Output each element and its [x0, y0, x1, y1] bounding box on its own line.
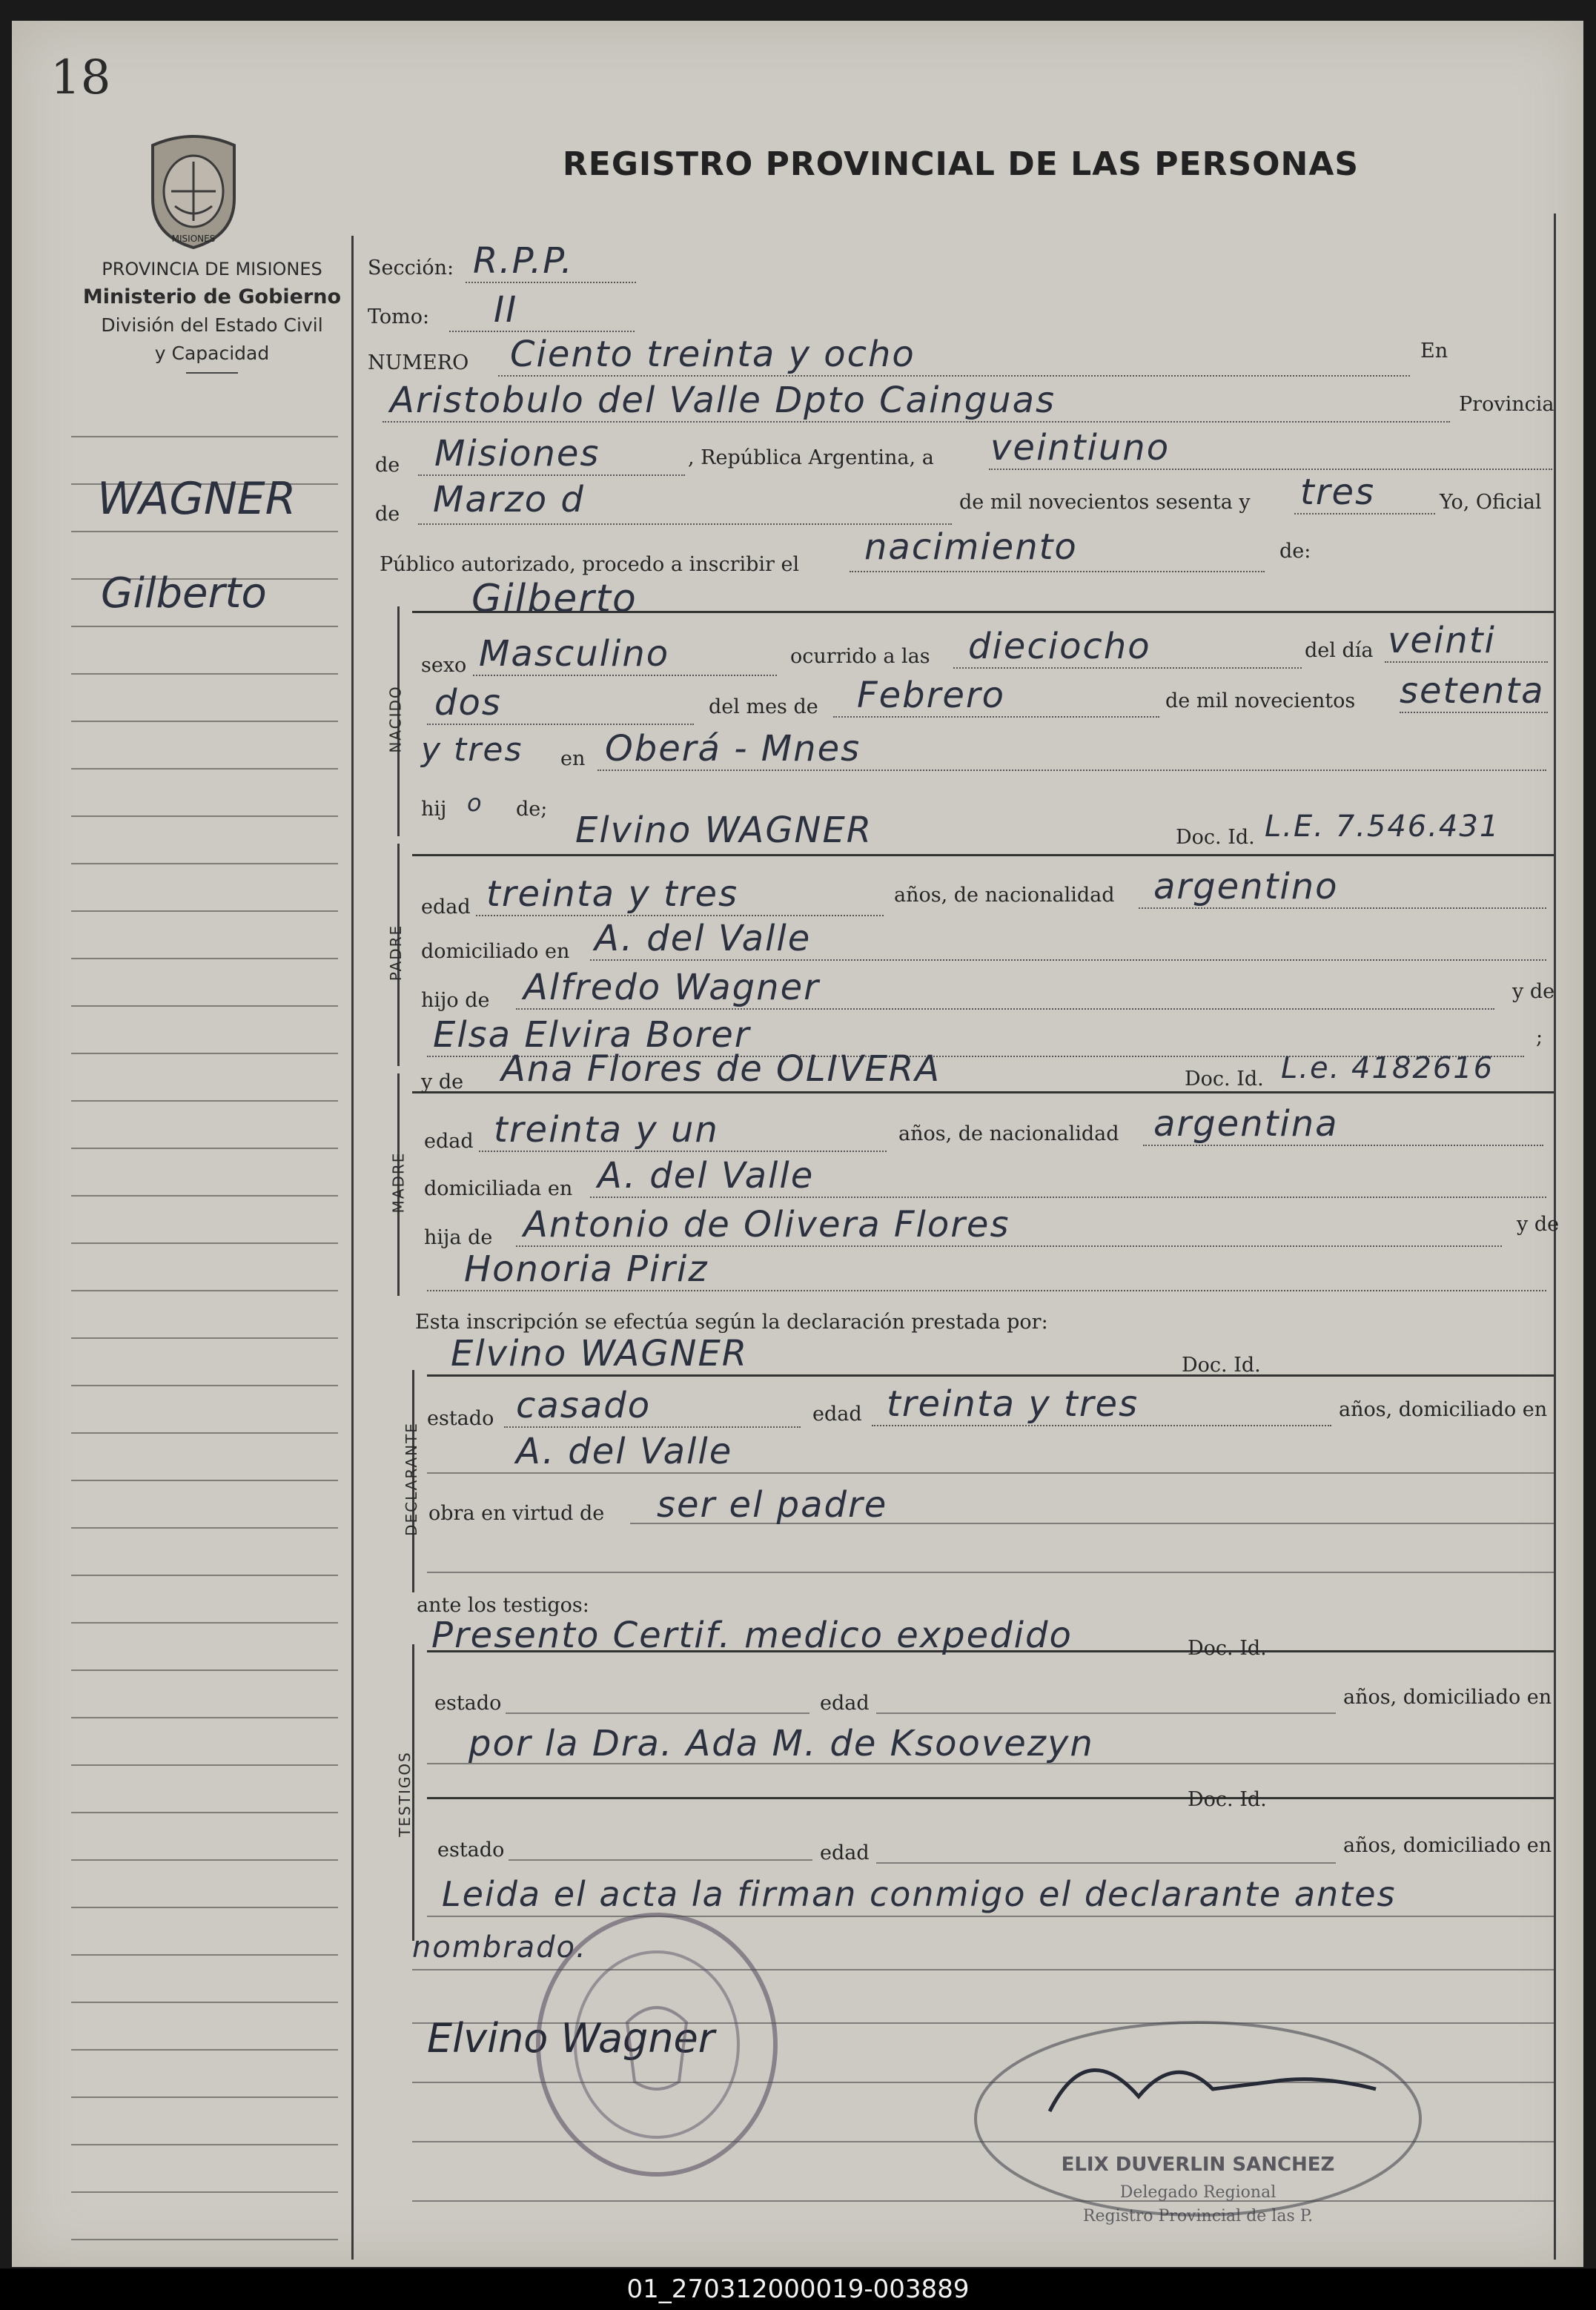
label-republica: , República Argentina, a: [688, 446, 934, 469]
testigo2-topline: [427, 1797, 1554, 1799]
dots-madre-y-de: [427, 1290, 1546, 1291]
label-ocurrido: ocurrido a las: [790, 645, 930, 668]
left-rule-line: [71, 436, 338, 437]
label-del-mes: del mes de: [709, 695, 818, 718]
left-rule-line: [71, 1100, 338, 1102]
label-madre-y-de: y de: [1517, 1213, 1560, 1236]
left-surname: WAGNER: [97, 473, 297, 525]
left-rule-line: [71, 2144, 338, 2145]
dots-padre-hijo-de: [516, 1008, 1494, 1010]
left-rule-line: [71, 1242, 338, 1244]
left-rule-line: [71, 958, 338, 959]
label-madre-nac: años, de nacionalidad: [898, 1122, 1119, 1145]
left-rule-line: [71, 1290, 338, 1291]
dots-declarante-edad: [872, 1425, 1331, 1426]
value-madre-nombre: Ana Flores de OLIVERA: [501, 1048, 941, 1090]
left-rule-line: [71, 1907, 338, 1908]
padre-topline: [412, 854, 1554, 856]
dots-madre-hija-de: [516, 1245, 1502, 1247]
ministry-line-province: PROVINCIA DE MISIONES: [102, 259, 322, 279]
label-padre-doc: Doc. Id.: [1176, 826, 1255, 849]
label-testigo2-estado: estado: [437, 1839, 505, 1861]
value-padre-nombre: Elvino WAGNER: [575, 810, 873, 851]
label-declarante-edad: edad: [812, 1403, 862, 1426]
label-en-place: en: [560, 747, 586, 770]
ministry-line-capacidad: y Capacidad: [154, 342, 270, 364]
value-padre-y-de: Elsa Elvira Borer: [433, 1014, 751, 1056]
value-declarante-estado: casado: [516, 1385, 652, 1426]
label-en: En: [1420, 340, 1448, 363]
value-madre-doc: L.e. 4182616: [1281, 1051, 1494, 1085]
label-de-colon: de:: [1279, 540, 1311, 563]
value-lugar-nac: Oberá - Mnes: [605, 728, 861, 770]
right-border: [1554, 214, 1556, 2260]
dots-dia-nac: [1385, 661, 1548, 663]
left-rule-line: [71, 2002, 338, 2003]
label-madre-doc: Doc. Id.: [1185, 1068, 1264, 1091]
dots-provincia: [418, 474, 685, 476]
document-title: REGISTRO PROVINCIAL DE LAS PERSONAS: [562, 145, 1360, 183]
value-cierre-1: Leida el acta la firman conmigo el declarante antes: [442, 1874, 1397, 1914]
value-mes-nac: Febrero: [857, 675, 1005, 716]
label-provincia: Provincia: [1459, 393, 1554, 416]
stamp-name: ELIX DUVERLIN SANCHEZ: [1061, 2154, 1335, 2176]
label-madre-edad: edad: [424, 1130, 474, 1153]
value-dia-nac-2: dos: [434, 682, 502, 724]
left-rule-line: [71, 531, 338, 532]
left-rule-line: [71, 910, 338, 912]
label-publico: Público autorizado, procedo a inscribir el: [380, 553, 800, 576]
dots-mes: [418, 523, 952, 525]
value-dia: veintiuno: [990, 427, 1170, 469]
left-rule-line: [71, 863, 338, 864]
value-padre-dom: A. del Valle: [595, 918, 812, 959]
ministry-block: [56, 255, 368, 374]
label-de: de: [375, 454, 400, 477]
value-cierre-2: nombrado.: [412, 1930, 587, 1965]
label-mil-sesenta: de mil novecientos sesenta y: [959, 491, 1251, 514]
value-mes: Marzo d: [433, 479, 585, 520]
dots-dia: [989, 469, 1552, 470]
dots-padre-edad: [476, 915, 884, 916]
left-rule-line: [71, 1053, 338, 1054]
value-provincia: Misiones: [434, 433, 600, 474]
label-semicolon: ;: [1536, 1026, 1543, 1049]
footer-id: 01_270312000019-003889: [626, 2274, 970, 2304]
left-given-name: Gilberto: [101, 569, 267, 618]
value-testigo-1: Presento Certif. medico expedido: [431, 1615, 1073, 1656]
label-madre-dom: domiciliada en: [424, 1177, 573, 1200]
value-declarante-obra: ser el padre: [657, 1484, 888, 1526]
value-declarante-nombre: Elvino WAGNER: [451, 1333, 749, 1374]
label-declarante-estado: estado: [427, 1407, 494, 1430]
dots-declarante-estado: [504, 1426, 801, 1428]
dots-sexo: [473, 675, 777, 676]
dots-madre-dom: [590, 1197, 1546, 1198]
left-rule-line: [71, 1954, 338, 1956]
label-testigo1-doc: Doc. Id.: [1188, 1637, 1267, 1660]
dots-numero: [498, 375, 1410, 377]
section-madre: MADRE: [389, 1151, 408, 1214]
value-declarante-edad: treinta y tres: [887, 1383, 1139, 1425]
left-rule-line: [71, 1812, 338, 1813]
value-madre-edad: treinta y un: [494, 1109, 719, 1151]
left-rule-line: [71, 1717, 338, 1718]
rule-declarante-dom: [427, 1472, 1554, 1474]
section-nacido: NACIDO: [386, 685, 405, 753]
section-padre: PADRE: [387, 924, 405, 982]
dots-lugar-nac: [597, 770, 1546, 771]
value-nombre: Gilberto: [471, 577, 638, 621]
label-testigo2-edad: edad: [820, 1841, 870, 1864]
value-numero: Ciento treinta y ocho: [510, 334, 915, 375]
label-padre-y-de: y de: [1512, 980, 1555, 1003]
value-declarante-dom: A. del Valle: [516, 1431, 733, 1472]
left-rule-line: [71, 1005, 338, 1007]
value-anio-nac-1: setenta: [1400, 670, 1545, 712]
left-rule-line: [71, 1859, 338, 1861]
label-obra: obra en virtud de: [428, 1502, 605, 1525]
dots-padre-nac: [1139, 907, 1546, 909]
declarant-signature: Elvino Wagner: [427, 2015, 715, 2062]
label-tomo: Tomo:: [368, 305, 430, 328]
dots-hora: [953, 667, 1302, 669]
label-testigo1-domiciliado: años, domiciliado en: [1343, 1686, 1552, 1709]
left-rule-line: [71, 1575, 338, 1576]
label-testigo2-doc: Doc. Id.: [1188, 1788, 1267, 1811]
label-padre-nac: años, de nacionalidad: [894, 884, 1115, 907]
label-testigo2-domiciliado: años, domiciliado en: [1343, 1834, 1552, 1857]
dots-madre-nac: [1143, 1145, 1543, 1146]
left-rule-line: [71, 1148, 338, 1149]
label-padre-hijo-de: hijo de: [421, 989, 490, 1012]
left-rule-line: [71, 2191, 338, 2193]
left-rule-line: [71, 1622, 338, 1624]
rule-testigo2-edad: [876, 1862, 1336, 1864]
dots-madre-edad: [479, 1151, 887, 1152]
dots-tomo: [449, 331, 635, 332]
left-rule-line: [71, 1527, 338, 1529]
dots-anio: [1294, 513, 1435, 514]
dots-mes-nac: [833, 716, 1159, 718]
label-esta-inscripcion: Esta inscripción se efectúa según la declaración prestada por:: [415, 1311, 1048, 1334]
rule-testigo1-edad: [876, 1712, 1336, 1714]
madre-topline: [412, 1091, 1554, 1093]
label-hij: hij: [421, 798, 447, 821]
dots-acto: [850, 571, 1265, 572]
register-page: [12, 21, 1583, 2267]
label-del-dia: del día: [1305, 639, 1374, 662]
left-rule-line: [71, 768, 338, 770]
left-rule-line: [71, 2096, 338, 2098]
value-padre-hijo-de: Alfredo Wagner: [523, 967, 820, 1008]
value-madre-y-de: Honoria Piriz: [464, 1248, 709, 1290]
provincial-crest-icon: [138, 132, 249, 251]
value-padre-edad: treinta y tres: [486, 873, 739, 915]
registry-round-stamp: [523, 1904, 790, 2185]
label-declarante-domiciliado: años, domiciliado en: [1339, 1398, 1548, 1421]
left-rule-line: [71, 815, 338, 817]
label-ante-testigos: ante los testigos:: [417, 1594, 589, 1617]
page-number: 18: [50, 50, 111, 105]
value-padre-doc: L.E. 7.546.431: [1265, 810, 1500, 844]
value-testigo-2: por la Dra. Ada M. de Ksoovezyn: [468, 1723, 1094, 1764]
dots-padre-dom: [590, 959, 1546, 961]
declarante-topline: [427, 1374, 1554, 1377]
value-dia-nac-1: veinti: [1388, 620, 1496, 661]
value-madre-hija-de: Antonio de Olivera Flores: [523, 1204, 1010, 1245]
label-testigo1-edad: edad: [820, 1692, 870, 1715]
dots-lugar: [383, 421, 1450, 423]
ministry-line-ministry: Ministerio de Gobierno: [82, 285, 342, 308]
stamp-office: Registro Provincial de las P.: [1082, 2207, 1314, 2225]
dots-anio-nac: [1400, 712, 1548, 713]
left-rule-line: [71, 1669, 338, 1671]
label-declarante-doc: Doc. Id.: [1182, 1354, 1261, 1377]
label-madre-y-de: y de: [421, 1070, 464, 1093]
dots-seccion: [466, 282, 636, 283]
label-de-semi: de;: [516, 798, 548, 821]
value-madre-dom: A. del Valle: [597, 1155, 815, 1197]
section-declarante: DECLARANTE: [402, 1422, 420, 1536]
ministry-divider: [186, 372, 238, 374]
left-rule-line: [71, 1195, 338, 1197]
left-rule-line: [71, 2049, 338, 2051]
value-hij-suffix: o: [467, 789, 483, 817]
label-yo-oficial: Yo, Oficial: [1440, 491, 1542, 514]
label-testigo1-estado: estado: [434, 1692, 502, 1715]
left-column-border: [351, 236, 354, 2260]
value-madre-nac: argentina: [1153, 1103, 1339, 1145]
value-padre-nac: argentino: [1153, 866, 1339, 907]
label-sexo: sexo: [421, 654, 467, 677]
value-acto: nacimiento: [864, 526, 1078, 568]
value-anio-nac-2: y tres: [421, 731, 523, 769]
section-testigos: TESTIGOS: [395, 1751, 414, 1837]
dots-dia-nac-2: [427, 724, 694, 725]
value-seccion: R.P.P.: [473, 240, 574, 282]
value-hora: dieciocho: [968, 626, 1151, 667]
left-rule-line: [71, 626, 338, 627]
left-rule-line: [71, 721, 338, 722]
value-lugar: Aristobulo del Valle Dpto Cainguas: [390, 380, 1056, 421]
official-oval-stamp: [961, 2008, 1435, 2245]
rule-declarante-end: [427, 1572, 1554, 1573]
value-sexo: Masculino: [479, 633, 670, 675]
label-madre-hija-de: hija de: [424, 1226, 493, 1249]
left-rule-line: [71, 1764, 338, 1766]
left-rule-line: [71, 673, 338, 675]
left-rule-line: [71, 1480, 338, 1481]
footer-id-bar: [0, 2268, 1596, 2310]
rule-testigo1-estado: [506, 1712, 809, 1714]
label-numero: NUMERO: [368, 351, 469, 374]
ministry-line-division: División del Estado Civil: [101, 314, 323, 336]
label-de2: de: [375, 503, 400, 526]
value-tomo: II: [494, 289, 518, 331]
label-seccion: Sección:: [368, 257, 454, 279]
stamp-role: Delegado Regional: [1119, 2183, 1277, 2202]
left-rule-line: [71, 2239, 338, 2240]
left-rule-line: [71, 1432, 338, 1434]
left-rule-line: [71, 1385, 338, 1386]
value-anio: tres: [1300, 471, 1376, 513]
left-rule-line: [71, 1337, 338, 1339]
label-padre-dom: domiciliado en: [421, 940, 570, 963]
label-mil-nov: de mil novecientos: [1165, 689, 1356, 712]
rule-testigo2-estado: [509, 1859, 812, 1861]
crest-text: MISIONES: [171, 234, 216, 244]
label-padre-edad: edad: [421, 896, 471, 919]
